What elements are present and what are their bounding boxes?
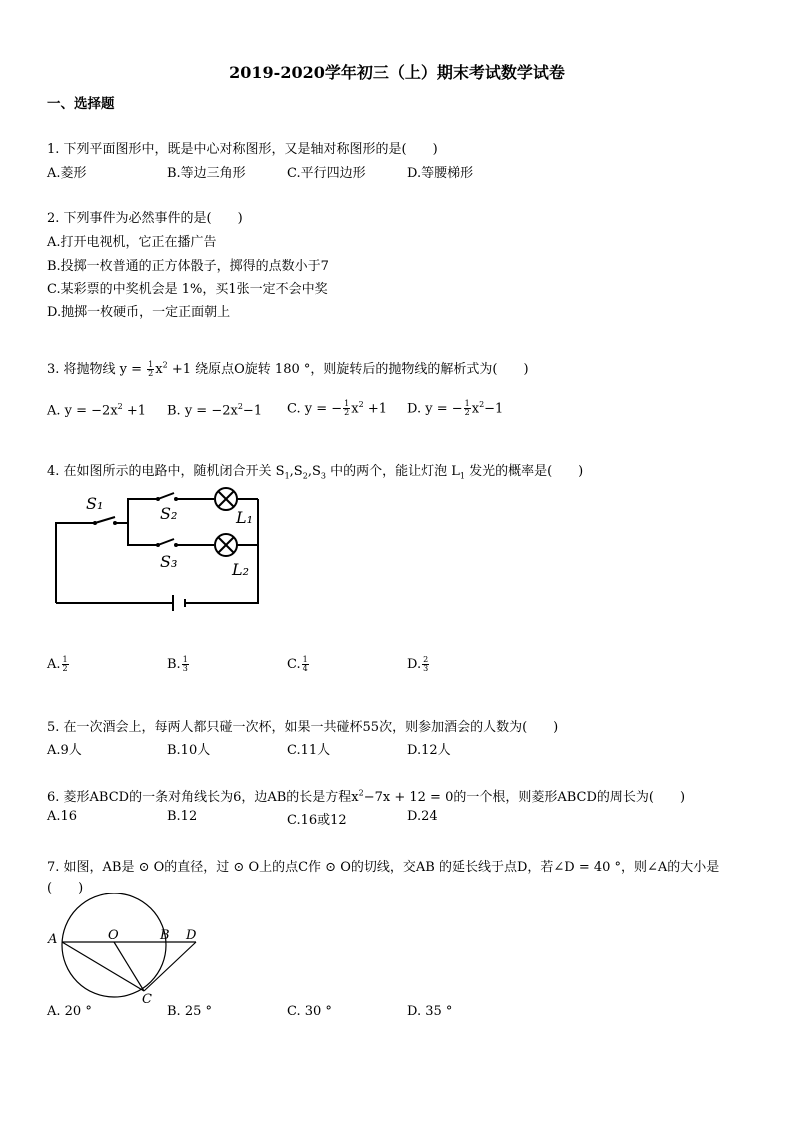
fraction-d [422, 656, 429, 673]
fraction-half [147, 361, 154, 378]
subscript: 1 [459, 471, 465, 481]
frac-den: 3 [423, 664, 429, 673]
q7-option-a: A. 20 ° [47, 1004, 92, 1019]
subscript: 1 [284, 471, 290, 481]
q6-option-a: A.16 [47, 809, 78, 824]
frac-num: 1 [182, 655, 188, 664]
label-l1: L₁ [236, 508, 254, 527]
q3-option-c-var: x [351, 401, 359, 417]
q4-option-b-letter: B. [167, 657, 181, 672]
fraction-half [464, 400, 471, 417]
q6-stem-rest: −7x + 12 = 0的一个根，则菱形ABCD的周长为( ) [363, 790, 686, 805]
exponent: 2 [479, 400, 485, 409]
q7-option-d: D. 35 ° [407, 1004, 453, 1019]
label-a: A [48, 932, 58, 947]
label-s2: S₂ [160, 504, 178, 523]
q3-option-a-tail: +1 [122, 403, 147, 419]
frac-num: 1 [464, 399, 470, 409]
q4-stem-part: ,S [307, 464, 321, 479]
subscript: 3 [320, 471, 326, 481]
circle-o [62, 893, 166, 997]
tangent-cd [144, 942, 196, 991]
q4-option-c-letter: C. [287, 657, 301, 672]
q3-stem-part: 3. 将抛物线 y = [47, 362, 147, 377]
q3-option-b-text: B. y = −2x [167, 403, 238, 419]
frac-num: 1 [302, 655, 308, 664]
q7-option-c: C. 30 ° [287, 1004, 332, 1019]
question-7-stem-cont: ( ) [47, 881, 84, 896]
frac-den: 2 [148, 369, 154, 378]
question-6-stem [47, 786, 685, 805]
q6-stem-part: 6. 菱形ABCD的一条对角线长为6，边AB的长是方程x [47, 790, 359, 805]
label-s3: S₃ [160, 552, 178, 571]
q1-option-a: A.菱形 [47, 166, 87, 181]
fraction-c [302, 656, 309, 673]
q3-option-d [407, 400, 503, 417]
exponent: 2 [162, 360, 168, 370]
frac-den: 2 [344, 408, 350, 418]
q1-option-d: D.等腰梯形 [407, 166, 474, 181]
q4-stem-part: ,S [289, 464, 303, 479]
q3-option-b-tail: −1 [242, 403, 263, 419]
q4-option-b [167, 656, 190, 673]
circle-diagram [44, 893, 214, 1003]
frac-den: 4 [302, 664, 308, 673]
q3-option-a [47, 402, 146, 418]
frac-num: 2 [423, 655, 429, 664]
fraction-b [182, 656, 189, 673]
q4-option-c [287, 656, 310, 673]
exponent: 2 [358, 788, 364, 798]
label-d: D [186, 928, 197, 943]
question-7-stem: 7. 如图，AB是 ⊙ O的直径，过 ⊙ O上的点C作 ⊙ O的切线，交AB 的延长线于点D，若∠D = 40 °，则∠A的大小是 [47, 860, 720, 875]
exponent: 2 [117, 402, 123, 411]
fraction-a [62, 656, 69, 673]
q6-option-b: B.12 [167, 809, 198, 824]
label-b: B [160, 928, 170, 943]
radius-oc [114, 942, 144, 991]
page-title: 2019-2020学年初三（上）期末考试数学试卷 [229, 63, 565, 82]
q3-option-d-text: D. y = − [407, 401, 463, 417]
frac-num: 1 [344, 399, 350, 409]
label-s1: S₁ [86, 494, 104, 513]
exponent: 2 [358, 400, 364, 409]
circuit-diagram [40, 485, 280, 615]
q4-stem-part: 中的两个，能让灯泡 L [325, 464, 460, 479]
q1-option-c: C.平行四边形 [287, 166, 366, 181]
subscript: 2 [302, 471, 308, 481]
question-4-stem [47, 460, 583, 481]
frac-num: 1 [148, 360, 154, 369]
q2-option-b: B.投掷一枚普通的正方体骰子，掷得的点数小于7 [47, 259, 329, 274]
q4-option-d [407, 656, 430, 673]
question-5-stem: 5. 在一次酒会上，每两人都只碰一次杯，如果一共碰杯55次，则参加酒会的人数为( ) [47, 720, 559, 735]
question-2-stem: 2. 下列事件为必然事件的是( ) [47, 211, 243, 226]
q6-option-d: D.24 [407, 809, 438, 824]
section-heading: 一、选择题 [47, 96, 115, 112]
q4-stem-part: 4. 在如图所示的电路中，随机闭合开关 S [47, 464, 285, 479]
fraction-half [343, 400, 350, 417]
question-3-stem [47, 358, 529, 378]
q5-option-a: A.9人 [47, 743, 82, 758]
q4-stem-part: 发光的概率是( ) [464, 464, 584, 479]
q6-option-c: C.16或12 [287, 813, 347, 828]
chord-ac [62, 942, 144, 991]
q3-option-b [167, 402, 262, 418]
q3-option-c-text: C. y = − [287, 401, 343, 417]
q3-option-a-text: A. y = −2x [47, 403, 118, 419]
exponent: 2 [237, 402, 243, 411]
q7-option-b: B. 25 ° [167, 1004, 212, 1019]
q1-option-b: B.等边三角形 [167, 166, 246, 181]
frac-den: 2 [464, 408, 470, 418]
q5-option-b: B.10人 [167, 743, 211, 758]
q4-option-d-letter: D. [407, 657, 422, 672]
q3-option-c [287, 400, 387, 417]
q3-stem-rest: +1 绕原点O旋转 180 °，则旋转后的抛物线的解析式为( ) [167, 362, 529, 377]
q4-option-a [47, 656, 70, 673]
q4-option-a-letter: A. [47, 657, 61, 672]
frac-den: 3 [182, 664, 188, 673]
q2-option-c: C.某彩票的中奖机会是 1%，买1张一定不会中奖 [47, 282, 328, 297]
q3-option-c-tail: +1 [363, 401, 387, 417]
frac-num: 1 [62, 655, 68, 664]
q2-option-d: D.抛掷一枚硬币，一定正面朝上 [47, 305, 231, 320]
q5-option-c: C.11人 [287, 743, 331, 758]
q3-option-d-var: x [471, 401, 480, 417]
q3-option-d-tail: −1 [484, 401, 504, 417]
label-l2: L₂ [232, 560, 250, 579]
q5-option-d: D.12人 [407, 743, 451, 758]
label-o: O [108, 928, 119, 943]
q2-option-a: A.打开电视机，它正在播广告 [47, 235, 217, 250]
label-c: C [142, 992, 152, 1003]
q3-stem-var: x [155, 362, 163, 377]
frac-den: 2 [62, 664, 68, 673]
question-1-stem: 1. 下列平面图形中，既是中心对称图形，又是轴对称图形的是( ) [47, 142, 438, 157]
